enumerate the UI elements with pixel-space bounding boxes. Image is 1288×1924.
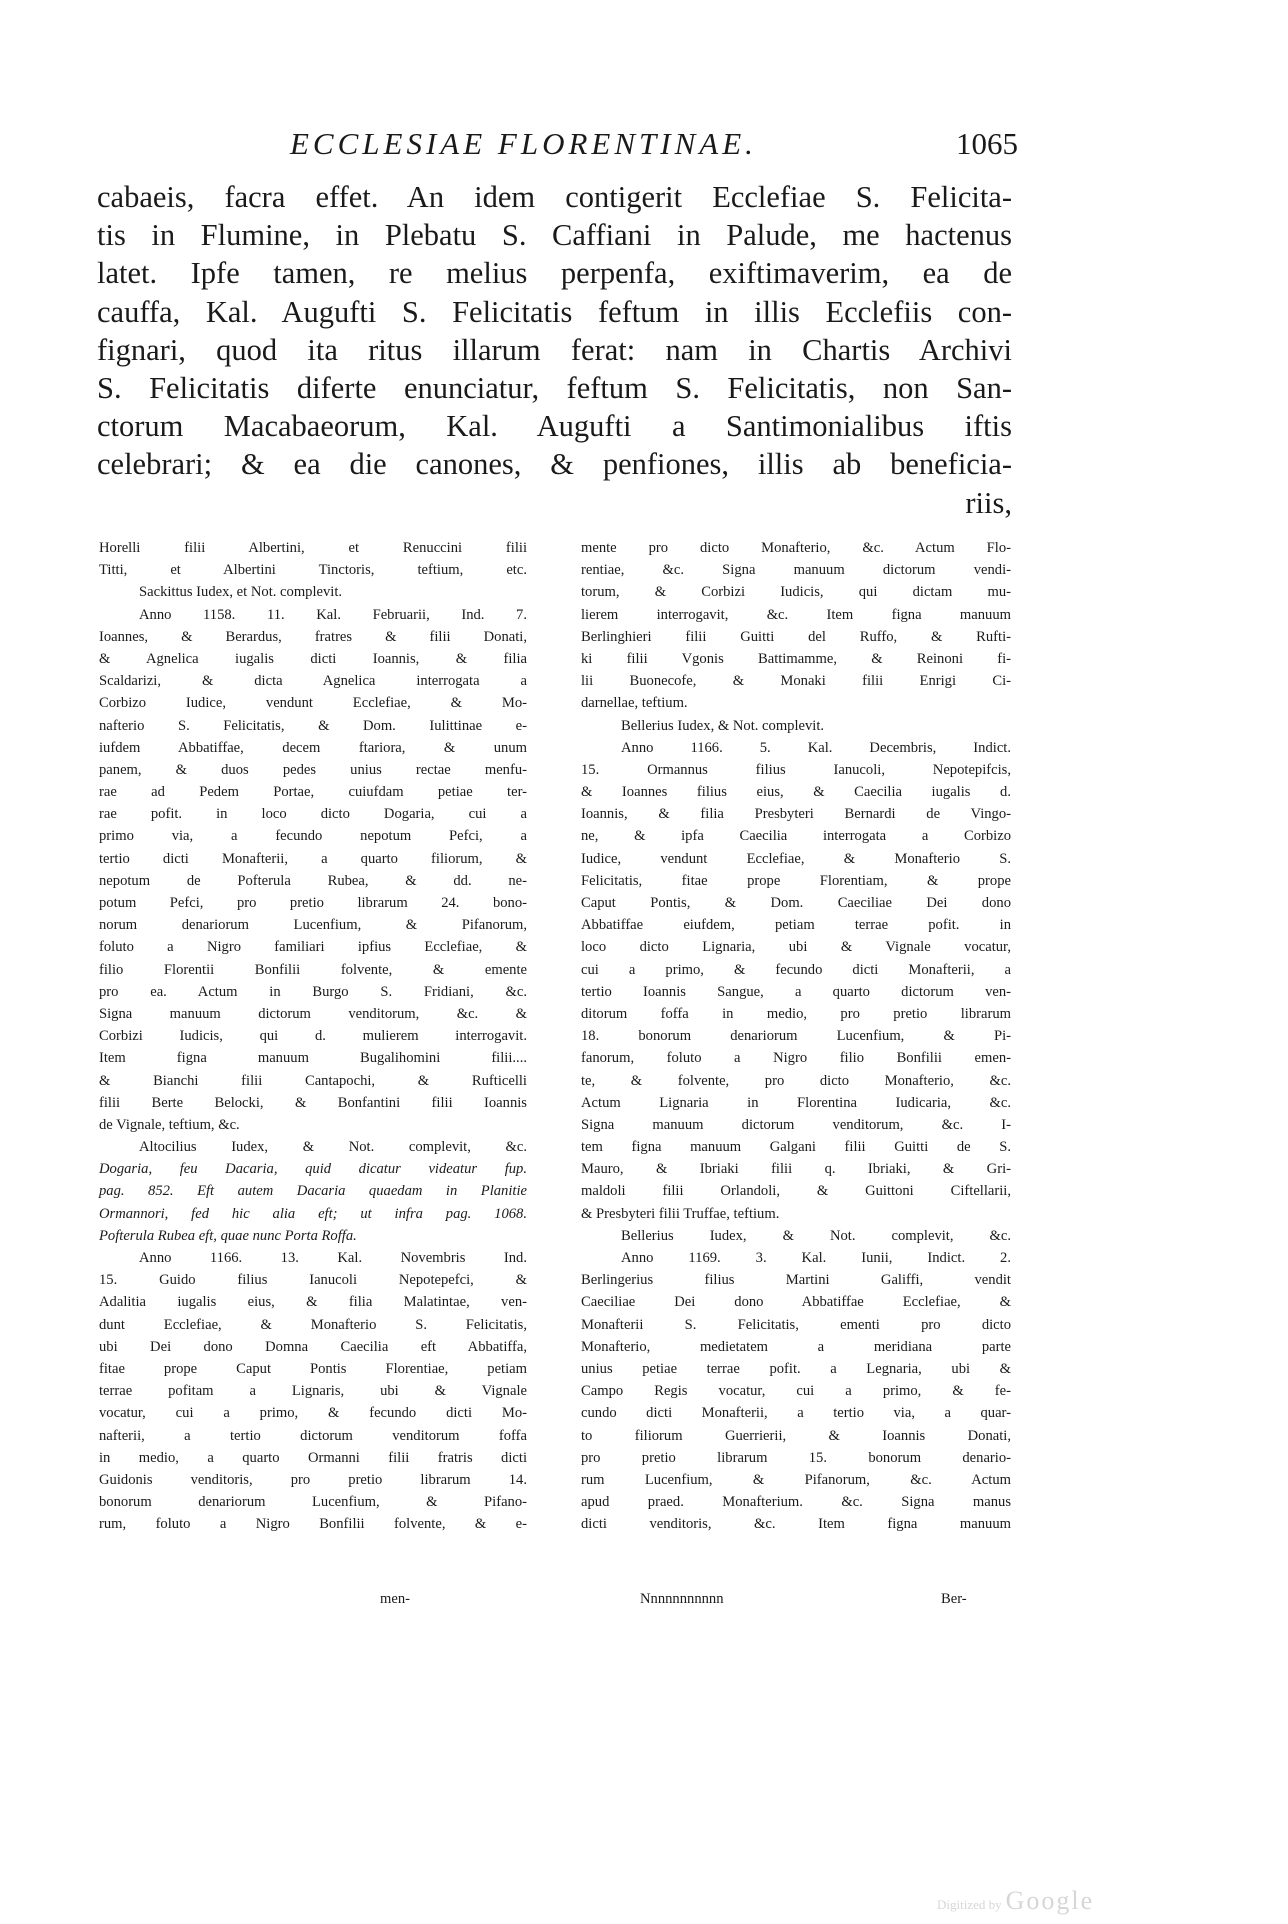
right-column-line: cundo dicti Monafterii, a tertio via, a quar- [581, 1405, 1011, 1422]
left-column-line: & Agnelica iugalis dicti Ioannis, & filia [99, 650, 527, 667]
digitized-watermark [937, 1886, 1094, 1916]
right-column-line: Ioannis, & filia Presbyteri Bernardi de Vingo- [581, 806, 1011, 823]
right-column-line: Berlingerius filius Martini Galiffi, vendit [581, 1272, 1011, 1289]
left-column-line: Signa manuum dictorum venditorum, &c. & [99, 1005, 527, 1022]
left-column-line: Corbizo Iudice, vendunt Ecclefiae, & Mo- [99, 695, 527, 712]
left-catchword: men- [380, 1591, 410, 1607]
footnote-line: Ormannori, fed hic alia eft; ut infra pag. 1068. [99, 1205, 527, 1222]
left-column-line: fitae prope Caput Pontis Florentiae, petiam [99, 1360, 527, 1377]
watermark-brand: Google [1005, 1886, 1095, 1915]
right-column-line: Anno 1166. 5. Kal. Decembris, Indict. [621, 739, 1011, 756]
right-column-line: Iudice, vendunt Ecclefiae, & Monafterio S. [581, 850, 1011, 867]
left-column-line: Item figna manuum Bugalihomini filii.... [99, 1050, 527, 1067]
left-column-line: Sackittus Iudex, et Not. complevit. [139, 584, 343, 601]
right-column-line: Caput Pontis, & Dom. Caeciliae Dei dono [581, 895, 1011, 911]
right-column-line: Bellerius Iudex, & Not. complevit, &c. [621, 1227, 1011, 1244]
right-column-line: darnellae, teftium. [581, 695, 688, 712]
right-column-line: Abbatiffae eiufdem, petiam terrae pofit. in [581, 917, 1011, 934]
right-column-line: 15. Ormannus filius Ianucoli, Nepotepifcis, [581, 761, 1011, 778]
main-text-block [97, 178, 1012, 522]
left-column-line: ubi Dei dono Domna Caecilia eft Abbatiffa, [99, 1338, 527, 1355]
right-column-line: Felicitatis, fitae prope Florentiam, & prope [581, 872, 1011, 889]
left-column-line: panem, & duos pedes unius rectae menfu- [99, 761, 527, 778]
right-column-line: rentiae, &c. Signa manuum dictorum vendi- [581, 562, 1011, 579]
right-column-line: apud praed. Monafterium. &c. Signa manus [581, 1494, 1011, 1511]
right-column-line: ditorum foffa in medio, pro pretio librarum [581, 1005, 1011, 1022]
left-column-line: rae ad Pedem Portae, cuiufdam petiae ter- [99, 784, 527, 801]
left-column-line: in medio, a quarto Ormanni filii fratris dicti [99, 1449, 527, 1466]
running-title: ECCLESIAE FLORENTINAE. [290, 126, 757, 161]
left-column-line: rae pofit. in loco dicto Dogaria, cui a [99, 806, 527, 823]
right-column-line: Campo Regis vocatur, cui a primo, & fe- [581, 1383, 1011, 1400]
main-text-line: riis, [965, 485, 1012, 520]
left-column-line: potum Pefci, pro pretio librarum 24. bono- [99, 895, 527, 911]
main-text-line: ctorum Macabaeorum, Kal. Augufti a Santimonialibus iftis [97, 409, 1012, 444]
left-column-line: foluto a Nigro familiari ipfius Ecclefiae, & [99, 939, 527, 956]
left-column-line: rum, foluto a Nigro Bonfilii folvente, & e- [99, 1516, 527, 1533]
right-column-line: pro pretio librarum 15. bonorum denario- [581, 1449, 1011, 1466]
right-column-line: Actum Lignaria in Florentina Iudicaria, &c. [581, 1094, 1011, 1111]
right-column-line: tem figna manuum Galgani filii Guitti de S. [581, 1139, 1011, 1156]
main-text-line: S. Felicitatis diferte enunciatur, feftum S. Felicitatis, non San- [97, 370, 1012, 405]
right-column-line: Caeciliae Dei dono Abbatiffae Ecclefiae, & [581, 1294, 1011, 1311]
footnote-line: Dogaria, feu Dacaria, quid dicatur videatur fup. [99, 1161, 527, 1178]
left-column-line: vocatur, cui a primo, & fecundo dicti Mo- [99, 1405, 527, 1422]
left-column-line: nepotum de Pofterula Rubea, & dd. ne- [99, 872, 527, 889]
right-column-line: to filiorum Guerrierii, & Ioannis Donati, [581, 1427, 1011, 1444]
right-column-line: rum Lucenfium, & Pifanorum, &c. Actum [581, 1471, 1011, 1488]
left-column-line: Titti, et Albertini Tinctoris, teftium, etc. [99, 562, 527, 579]
right-column-line: maldoli filii Orlandoli, & Guittoni Ciftellarii, [581, 1183, 1011, 1200]
right-catchword: Ber- [941, 1591, 967, 1607]
right-column-line: & Ioannes filius eius, & Caecilia iugalis d. [581, 784, 1011, 801]
main-text-line: fignari, quod ita ritus illarum ferat: nam in Chartis Archivi [97, 332, 1012, 367]
right-column-line: ne, & ipfa Caecilia interrogata a Corbizo [581, 828, 1011, 845]
main-text-line: celebrari; & ea die canones, & penfiones, illis ab beneficia- [97, 447, 1012, 482]
left-column-line: tertio dicti Monafterii, a quarto filiorum, & [99, 850, 527, 867]
page-number: 1065 [956, 126, 1018, 161]
right-column-line: & Presbyteri filii Truffae, teftium. [581, 1205, 780, 1222]
right-column-line: lii Buonecofe, & Monaki filii Enrigi Ci- [581, 673, 1011, 690]
main-text-line: cauffa, Kal. Augufti S. Felicitatis feftum in illis Ecclefiis con- [97, 294, 1012, 329]
right-column-line: 18. bonorum denariorum Lucenfium, & Pi- [581, 1028, 1011, 1045]
watermark-prefix: Digitized by [937, 1897, 1002, 1912]
right-column-line: fanorum, foluto a Nigro filio Bonfilii emen- [581, 1050, 1011, 1067]
left-column-line: Horelli filii Albertini, et Renuccini filii [99, 540, 527, 556]
right-column [581, 537, 1011, 1535]
left-column-line: Anno 1166. 13. Kal. Novembris Ind. [139, 1250, 527, 1266]
left-column-line: norum denariorum Lucenfium, & Pifanorum, [99, 917, 527, 934]
right-column-line: loco dicto Lignaria, ubi & Vignale vocatur, [581, 939, 1011, 956]
right-column-line: cui a primo, & fecundo dicti Monafterii, a [581, 961, 1011, 978]
left-column-line: filio Florentii Bonfilii folvente, & emente [99, 961, 527, 978]
right-column-line: Signa manuum dictorum venditorum, &c. I- [581, 1116, 1011, 1133]
right-column-line: ki filii Vgonis Battimamme, & Reinoni fi- [581, 650, 1011, 667]
left-column-line: nafterii, a tertio dictorum venditorum foffa [99, 1427, 527, 1444]
right-column-line: Mauro, & Ibriaki filii q. Ibriaki, & Gri- [581, 1161, 1011, 1178]
footnote-line: Pofterula Rubea eft, quae nunc Porta Roffa. [99, 1227, 357, 1244]
main-text-line: latet. Ipfe tamen, re melius perpenfa, exiftimaverim, ea de [97, 256, 1012, 291]
signature-mark: Nnnnnnnnnnn [640, 1591, 724, 1607]
right-column-line: tertio Ioannis Sangue, a quarto dictorum ven- [581, 983, 1011, 1000]
left-column-line: iufdem Abbatiffae, decem ftariora, & unum [99, 739, 527, 756]
right-column-line: te, & folvente, pro dicto Monafterio, &c. [581, 1072, 1011, 1089]
right-column-line: torum, & Corbizi Iudicis, qui dictam mu- [581, 584, 1011, 601]
footnote-line: pag. 852. Eft autem Dacaria quaedam in Planitie [99, 1183, 527, 1200]
left-column-line: Scaldarizi, & dicta Agnelica interrogata a [99, 673, 527, 690]
left-column-line: Ioannes, & Berardus, fratres & filii Donati, [99, 628, 527, 645]
left-column [99, 537, 527, 1535]
running-head [260, 126, 1040, 176]
main-text-line: tis in Flumine, in Plebatu S. Caffiani in Palude, me hactenus [97, 218, 1012, 253]
left-column-line: nafterio S. Felicitatis, & Dom. Iulittinae e- [99, 717, 527, 734]
left-column-line: terrae pofitam a Lignaris, ubi & Vignale [99, 1383, 527, 1400]
left-column-line: Altocilius Iudex, & Not. complevit, &c. [139, 1139, 527, 1156]
right-column-line: dicti venditoris, &c. Item figna manuum [581, 1516, 1011, 1533]
main-text-line: cabaeis, facra effet. An idem contigerit Ecclefiae S. Felicita- [97, 180, 1012, 214]
left-column-line: & Bianchi filii Cantapochi, & Rufticelli [99, 1072, 527, 1089]
right-column-line: Anno 1169. 3. Kal. Iunii, Indict. 2. [621, 1250, 1011, 1266]
left-column-line: Corbizi Iudicis, qui d. mulierem interrogavit. [99, 1028, 527, 1045]
right-column-line: Bellerius Iudex, & Not. complevit. [621, 717, 825, 734]
left-column-line: Anno 1158. 11. Kal. Februarii, Ind. 7. [139, 606, 527, 623]
right-column-line: mente pro dicto Monafterio, &c. Actum Flo- [581, 540, 1011, 556]
left-column-line: primo via, a fecundo nepotum Pefci, a [99, 828, 527, 845]
right-column-line: lierem interrogavit, &c. Item figna manuum [581, 606, 1011, 623]
left-column-line: filii Berte Belocki, & Bonfantini filii Ioannis [99, 1094, 527, 1111]
left-column-line: dunt Ecclefiae, & Monafterio S. Felicitatis, [99, 1316, 527, 1333]
right-column-line: Monafterio, medietatem a meridiana parte [581, 1338, 1011, 1355]
right-column-line: unius petiae terrae pofit. a Legnaria, ubi & [581, 1360, 1011, 1377]
left-column-line: de Vignale, teftium, &c. [99, 1116, 240, 1133]
left-column-line: Guidonis venditoris, pro pretio librarum 14. [99, 1471, 527, 1488]
left-column-line: 15. Guido filius Ianucoli Nepotepefci, & [99, 1272, 527, 1289]
right-column-line: Monafterii S. Felicitatis, ementi pro dicto [581, 1316, 1011, 1333]
left-column-line: pro ea. Actum in Burgo S. Fridiani, &c. [99, 983, 527, 1000]
left-column-line: Adalitia iugalis eius, & filia Malatintae, ven- [99, 1294, 527, 1311]
left-column-line: bonorum denariorum Lucenfium, & Pifano- [99, 1494, 527, 1511]
right-column-line: Berlinghieri filii Guitti del Ruffo, & Rufti- [581, 628, 1011, 645]
